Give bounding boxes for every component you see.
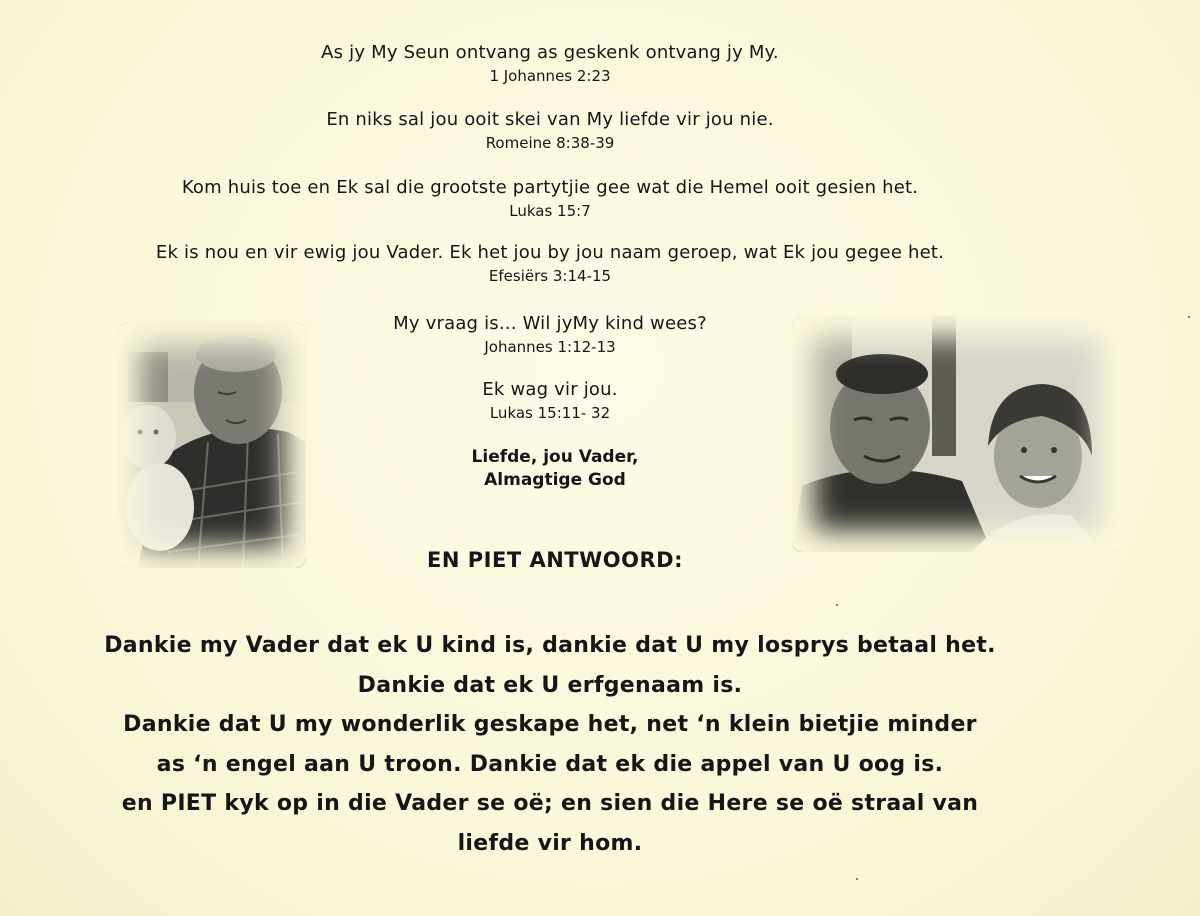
verse-reference: Lukas 15:11- 32 [489, 404, 611, 422]
verse-reference: Johannes 1:12-13 [484, 338, 616, 356]
scan-speck [836, 604, 838, 606]
verse-quote: En niks sal jou ooit skei van My liefde vir jou nie. [326, 109, 774, 130]
signature [310, 446, 800, 492]
scan-speck [1188, 316, 1190, 318]
verse-3 [0, 177, 1100, 221]
answer-line-2: Dankie dat ek U erfgenaam is. [357, 672, 743, 698]
photo-illustration [792, 316, 1122, 552]
verse-quote: Kom huis toe en Ek sal die grootste partytjie gee wat die Hemel ooit gesien het. [181, 177, 919, 198]
signature-line-1: Liefde, jou Vader, [471, 447, 639, 467]
verse-1 [0, 42, 1100, 86]
verse-quote: Ek is nou en vir ewig jou Vader. Ek het jou by jou naam geroep, wat Ek jou gegee het. [155, 242, 945, 263]
answer-line-6: liefde vir hom. [457, 830, 643, 856]
answer-heading: EN PIET ANTWOORD: [427, 548, 683, 572]
verse-quote: Ek wag vir jou. [482, 379, 618, 400]
answer-line-1: Dankie my Vader dat ek U kind is, dankie dat U my losprys betaal het. [104, 633, 996, 658]
verse-quote: My vraag is... Wil jyMy kind wees? [393, 313, 707, 334]
verse-reference: 1 Johannes 2:23 [489, 67, 611, 85]
man-holding-baby-photo [118, 322, 306, 568]
photo-illustration [118, 322, 306, 568]
answer-line-5: en PIET kyk op in die Vader se oë; en sien die Here se oë straal van [121, 791, 979, 816]
verse-reference: Romeine 8:38-39 [485, 134, 615, 152]
couple-photo [792, 316, 1122, 552]
answer-line-4: as ‘n engel aan U troon. Dankie dat ek die appel van U oog is. [156, 751, 944, 777]
verse-2 [0, 109, 1100, 153]
verse-4 [0, 242, 1100, 286]
signature-line-2: Almagtige God [484, 470, 626, 490]
answer-paragraph [20, 626, 1080, 863]
answer-line-3: Dankie dat U my wonderlik geskape het, net ‘n klein bietjie minder [123, 712, 977, 737]
scan-speck [856, 878, 858, 880]
verse-reference: Lukas 15:7 [509, 202, 591, 220]
verse-reference: Efesiërs 3:14-15 [488, 267, 612, 285]
verse-quote: As jy My Seun ontvang as geskenk ontvang jy My. [321, 42, 779, 63]
